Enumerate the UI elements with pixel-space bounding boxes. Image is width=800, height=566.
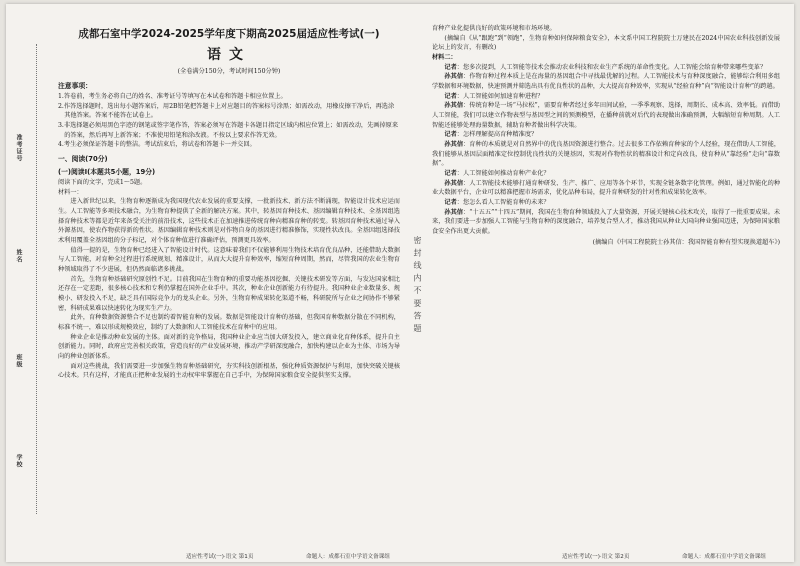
paragraph: 首先，生物育种基础研究原创性不足。目前我国在生物育种的重要功能基因挖掘、关键技术研发等方面，与发达国家相比还存在一定差距，很多核心技术和专利仍掌握在国外企业手中。其次，种业企业创新能力有待提升。我国种业企业数量多、规模小、研发投入不足，缺乏具有国际竞争力的龙头企业。另外，生物育种成果转化渠道不畅，科研院所与企业之间协作不够紧密，科研成果难以快速转化为现实生产力。 — [58, 275, 400, 312]
dialogue-text: 人工智能如何推动育种产业化？ — [462, 170, 550, 178]
dialogue-colon: ： — [463, 73, 470, 81]
dialogue-text: 人工智能技术能够打通育种研发、生产、推广、应用等各个环节，实现全链条数字化管理。例如，通过智能化的种业大数据平台，企业可以精准把握市场需求，优化品种布局，提升育种研发的针对性和成果转化效率。 — [432, 179, 780, 197]
material-label: 材料一： — [58, 188, 83, 196]
gutter-field-name: 姓名 — [15, 249, 22, 263]
dialogue-colon: ： — [456, 170, 463, 178]
dialogue-colon: ： — [456, 92, 463, 100]
dialogue-colon: ： — [456, 131, 463, 139]
gutter-dotted-line — [36, 44, 37, 514]
dialogue-text: 传统育种是一场“马拉松”，需要育种者经过多年田间试验，一季季观察、选择，周期长、成本高、效率低。而借助人工智能，我们可以建立作物表型与基因型之间的预测模型，在播种前就对后代的表现做出准确预测，大幅缩短育种周期。人工智能还能够处理海量数据，辅助育种者做出科学决策。 — [432, 102, 780, 129]
gutter-field-class: 班级 — [15, 354, 22, 368]
dialogue-colon: ： — [463, 208, 470, 216]
dialogue-turn — [432, 130, 780, 140]
interview-dialogue — [432, 63, 780, 237]
dialogue-turn — [432, 92, 780, 102]
dialogue-colon: ： — [456, 199, 463, 207]
dialogue-turn — [432, 101, 780, 130]
gutter-field-school: 学校 — [15, 454, 22, 468]
dialogue-turn — [432, 179, 780, 198]
dialogue-speaker: 记者 — [444, 199, 457, 207]
notice-item: 1.答卷前，考生务必将自己的姓名、准考证号等填写在本试卷和答题卡相应位置上。 — [58, 93, 287, 100]
dialogue-turn — [432, 198, 780, 208]
dialogue-speaker: 记者 — [444, 131, 457, 139]
dialogue-text: 作物育种过程本质上是在海量的基因组合中寻找最优解的过程。人工智能技术与育种深度融合，能够综合利用多组学数据和环境数据，快速预测并筛选出具有优良性状的品种，大大提高育种效率，实现从“经验育种”向“智能设计育种”的跨越。 — [432, 73, 780, 91]
paragraph: 此外，育种数据资源整合不足也制约着智能育种的发展。数据是智能设计育种的基础，但我国育种数据分散在不同机构，标准不统一，难以形成规模效应，制约了大数据和人工智能技术在育种中的应用。 — [58, 314, 400, 332]
binding-gutter — [14, 44, 52, 514]
paragraph: 面对这些挑战，我们需要进一步加强生物育种基础研究，夯实科技创新根基，强化种质资源保护与利用，加快突破关键核心技术。只有这样，才能真正把种业发展的主动权牢牢掌握在自己手中，为保障国家粮食安全提供坚实支撑。 — [58, 362, 400, 380]
dialogue-text: 人工智能如何加速育种进程？ — [462, 92, 544, 100]
notice-item: 2.作答选择题时，选出每小题答案后，用2B铅笔把答题卡上对应题目的答案标号涂黑；如需改动，用橡皮擦干净后，再选涂其他答案。答案不能答在试卷上。 — [58, 102, 395, 120]
dialogue-colon: ： — [463, 102, 470, 110]
section-title: 一、阅读(70分) — [58, 155, 108, 164]
exam-title: 成都石室中学2024-2025学年度下期高2025届适应性考试(一) — [78, 28, 380, 40]
dialogue-text: 怎样理解提高育种精准度？ — [462, 131, 538, 139]
dialogue-speaker: 孙其信 — [444, 179, 464, 187]
paragraph: 种业企业是推动种业发展的主体。面对新的竞争格局，我国种业企业应当加大研发投入，建立商业化育种体系，提升自主创新能力。同时，政府应完善相关政策，营造良好的产业发展环境，推动产学研深度融合，加快构建以企业为主体、市场为导向的种业创新体系。 — [58, 333, 400, 361]
dialogue-text: 您多次提到，人工智能等技术会推动农业科技和农业生产系统的革命性变化。人工智能会给育种带来哪些变革？ — [462, 63, 767, 71]
subject-title: 语文 — [207, 47, 251, 63]
notice-item: 4.考生必须保证答题卡的整洁。考试结束后，将试卷和答题卡一并交回。 — [58, 141, 256, 149]
paragraph: 育种产业化提供良好的政策环境和市场环境。 — [432, 25, 556, 32]
dialogue-speaker: 孙其信 — [444, 102, 464, 110]
dialogue-turn — [432, 63, 780, 73]
paragraph: 进入新世纪以来，生物育种逐渐成为我国现代农业发展的重要支撑，一批新技术、新方法不断涌现，智能设计技术应运而生。人工智能等多项技术融合，为生物育种提供了全新的解决方案。其中，转基因育种技术、基因编辑育种技术、全基因组选择育种技术等都是近年来备受关注的前沿技术，这些技术正在加速推进传统育种向精准育种的转变。转基因育种技术通过导入外源基因，使农作物获得新的性状。基因编辑育种技术则是对作物自身的基因进行精准修饰，实现性状改良。全基因组选择技术利用覆盖全基因组的分子标记，对个体育种值进行准确评估，预测更具效率。 — [58, 198, 400, 245]
dialogue-speaker: 记者 — [444, 170, 457, 178]
dialogue-turn — [432, 140, 780, 169]
page-footer-right-note: 命题人：成都石室中学语文备课组 — [682, 554, 766, 560]
notice-item: 3.非选择题必须用黑色字迹的钢笔或签字笔作答，答案必须写在答题卡各题目指定区域内相应位置上；如需改动，先画掉原来的答案，然后再写上新答案；不准使用铅笔和涂改液。不按以上要求作答无效。 — [58, 122, 399, 139]
source-citation: (摘编自《中国工程院院士孙其信：我国智能育种有望实现换道超车》) — [592, 238, 780, 246]
source-citation: (摘编自《从“跟跑”到“领跑”，生物育种如何保障粮食安全》，本文系中国工程院院士万建民在2024中国农业科技创新发展论坛上的发言，有删改) — [432, 34, 780, 52]
seal-line-text: 密 封 线 内 不 要 答 题 — [413, 236, 422, 333]
left-column — [58, 24, 400, 550]
page-footer-left-note: 命题人：成都石室中学语文备课组 — [306, 554, 390, 560]
dialogue-turn — [432, 169, 780, 179]
dialogue-colon: ： — [456, 63, 463, 71]
dialogue-text: 您怎么看人工智能育种的未来？ — [462, 199, 550, 207]
notice-title: 注意事项： — [58, 82, 92, 90]
dialogue-turn — [432, 72, 780, 91]
dialogue-colon: ： — [463, 141, 470, 149]
dialogue-turn — [432, 208, 780, 237]
dialogue-colon: ： — [463, 179, 470, 187]
material-label: 材料二： — [432, 54, 457, 62]
dialogue-speaker: 记者 — [444, 63, 457, 71]
dialogue-speaker: 孙其信 — [444, 208, 464, 216]
exam-sheet — [6, 4, 794, 562]
gutter-field-exam-number: 准考证号 — [15, 134, 22, 162]
dialogue-speaker: 记者 — [444, 92, 457, 100]
exam-meta: (全卷满分150分，考试时间150分钟) — [177, 68, 281, 75]
dialogue-text: “十五五”“十四五”期间，我国在生物育种领域投入了大量资源，开展关键核心技术攻关，取得了一批重要成果。未来，我们要进一步加强人工智能与生物育种的深度融合，培养复合型人才，推动我国从种业大国向种业强国迈进，为保障国家粮食安全作出更大贡献。 — [432, 208, 780, 236]
paragraph: 值得一提的是，生物育种已经进入了智能设计时代。这意味着我们不仅能够利用生物技术培育优良品种，还能借助大数据与人工智能，对育种全过程进行系统规划、精准设计，从而大大提升育种效率，缩短育种周期，然而，尽管我国的农业生物育种领域取得了不少进展，但仍然面临诸多挑战。 — [58, 246, 400, 274]
dialogue-speaker: 孙其信 — [444, 73, 464, 81]
instruction: 阅读下面的文字，完成1～5题。 — [58, 179, 147, 187]
dialogue-text: 育种的本质就是对自然界中的优良基因资源进行整合。过去很多工作依赖育种家的个人经验，现在借助人工智能，我们能够从基因层面精准定位控制优良性状的关键基因，实现对作物性状的精准设计和定向改良，使育种从“靠经验”走向“靠数据”。 — [432, 141, 780, 168]
right-column — [432, 24, 780, 550]
page-footer-left: 适应性考试(一)·语文 第1页 — [186, 554, 254, 560]
page-footer-right: 适应性考试(一)·语文 第2页 — [562, 554, 630, 560]
dialogue-speaker: 孙其信 — [444, 141, 464, 149]
subsection-title: (一)阅读Ⅰ(本题共5小题，19分) — [58, 168, 156, 177]
